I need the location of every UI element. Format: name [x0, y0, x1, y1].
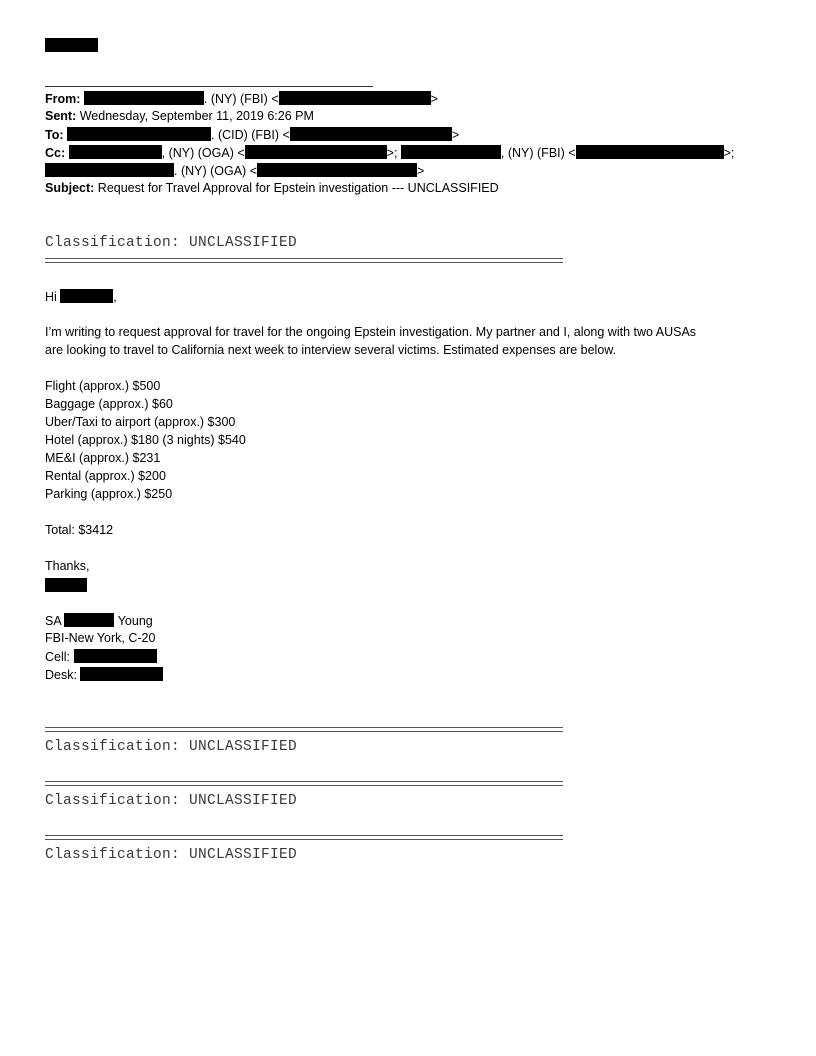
cc-label: Cc:: [45, 146, 66, 160]
expense-item: Parking (approx.) $250: [45, 487, 173, 501]
from-text: . (NY) (FBI) <: [203, 92, 279, 106]
cc-separator: >;: [386, 146, 398, 160]
expense-item: Uber/Taxi to airport (approx.) $300: [45, 415, 236, 429]
expense-total: Total: $3412: [45, 523, 114, 537]
classification-banner-top: Classification: UNCLASSIFIED: [45, 235, 298, 251]
redaction-sender-first-name: [45, 578, 87, 592]
body-paragraph-line-2: are looking to travel to California next week to interview several victims. Estimated expenses are below.: [45, 343, 617, 357]
sent-row: [45, 109, 314, 124]
redaction-cell-number: [74, 649, 157, 663]
expense-item: Rental (approx.) $200: [45, 469, 166, 483]
from-row: [45, 91, 438, 107]
sent-label: Sent:: [45, 109, 77, 123]
closing-thanks: Thanks,: [45, 559, 90, 573]
signature-name-row: [45, 613, 153, 629]
redaction-to-email: [290, 127, 452, 141]
redaction-from-email: [279, 91, 431, 105]
cc-part1: , (NY) (OGA) <: [161, 146, 245, 160]
redaction-cc-email-3: [257, 163, 417, 177]
cc-row-2: [45, 163, 424, 179]
expense-item: Hotel (approx.) $180 (3 nights) $540: [45, 433, 246, 447]
signature-surname: Young: [117, 614, 153, 628]
to-label: To:: [45, 128, 64, 142]
cc-part2-end: >;: [723, 146, 735, 160]
redaction-recipient-name: [60, 289, 113, 303]
redaction-cc-email-2: [576, 145, 724, 159]
desk-label: Desk:: [45, 668, 77, 682]
redaction-desk-number: [80, 667, 163, 681]
greeting-end: ,: [113, 290, 117, 304]
signature-office: FBI-New York, C-20: [45, 631, 156, 645]
classification-divider: [45, 835, 563, 840]
from-label: From:: [45, 92, 81, 106]
redaction-cc-name-1: [69, 145, 162, 159]
redaction-cc-email-1: [245, 145, 387, 159]
redaction-cc-name-3: [45, 163, 174, 177]
classification-divider: [45, 781, 563, 786]
classification-banner: Classification: UNCLASSIFIED: [45, 793, 298, 809]
expense-item: Flight (approx.) $500: [45, 379, 161, 393]
cc-row: [45, 145, 734, 161]
cc-part2: , (NY) (FBI) <: [500, 146, 576, 160]
from-end: >: [430, 92, 438, 106]
classification-divider: [45, 727, 563, 732]
expense-item: Baggage (approx.) $60: [45, 397, 173, 411]
redaction-header-name: [45, 38, 98, 52]
redaction-sender-name: [64, 613, 114, 627]
redaction-from-name: [84, 91, 204, 105]
classification-banner: Classification: UNCLASSIFIED: [45, 847, 298, 863]
to-end: >: [451, 128, 460, 142]
subject-row: [45, 181, 499, 196]
classification-divider-top: [45, 258, 563, 263]
classification-banner: Classification: UNCLASSIFIED: [45, 739, 298, 755]
cell-label: Cell:: [45, 650, 71, 664]
signature-desk-row: [45, 667, 163, 683]
body-paragraph-line-1: I’m writing to request approval for travel for the ongoing Epstein investigation. My partner and I, along with two AUSAs: [45, 325, 697, 339]
greeting-row: [45, 289, 117, 305]
subject-label: Subject:: [45, 181, 95, 195]
cc-line2-text: . (NY) (OGA) <: [174, 164, 257, 178]
header-separator-line: [45, 86, 373, 87]
sent-value: Wednesday, September 11, 2019 6:26 PM: [79, 109, 314, 123]
signature-prefix: SA: [45, 614, 61, 628]
redaction-to-name: [67, 127, 211, 141]
to-row: [45, 127, 459, 143]
subject-value: Request for Travel Approval for Epstein investigation --- UNCLASSIFIED: [97, 181, 499, 195]
to-text: . (CID) (FBI) <: [211, 128, 290, 142]
redaction-cc-name-2: [401, 145, 501, 159]
expense-item: ME&I (approx.) $231: [45, 451, 161, 465]
cc-line2-end: >: [417, 164, 425, 178]
signature-cell-row: [45, 649, 157, 665]
greeting-text: Hi: [45, 290, 57, 304]
